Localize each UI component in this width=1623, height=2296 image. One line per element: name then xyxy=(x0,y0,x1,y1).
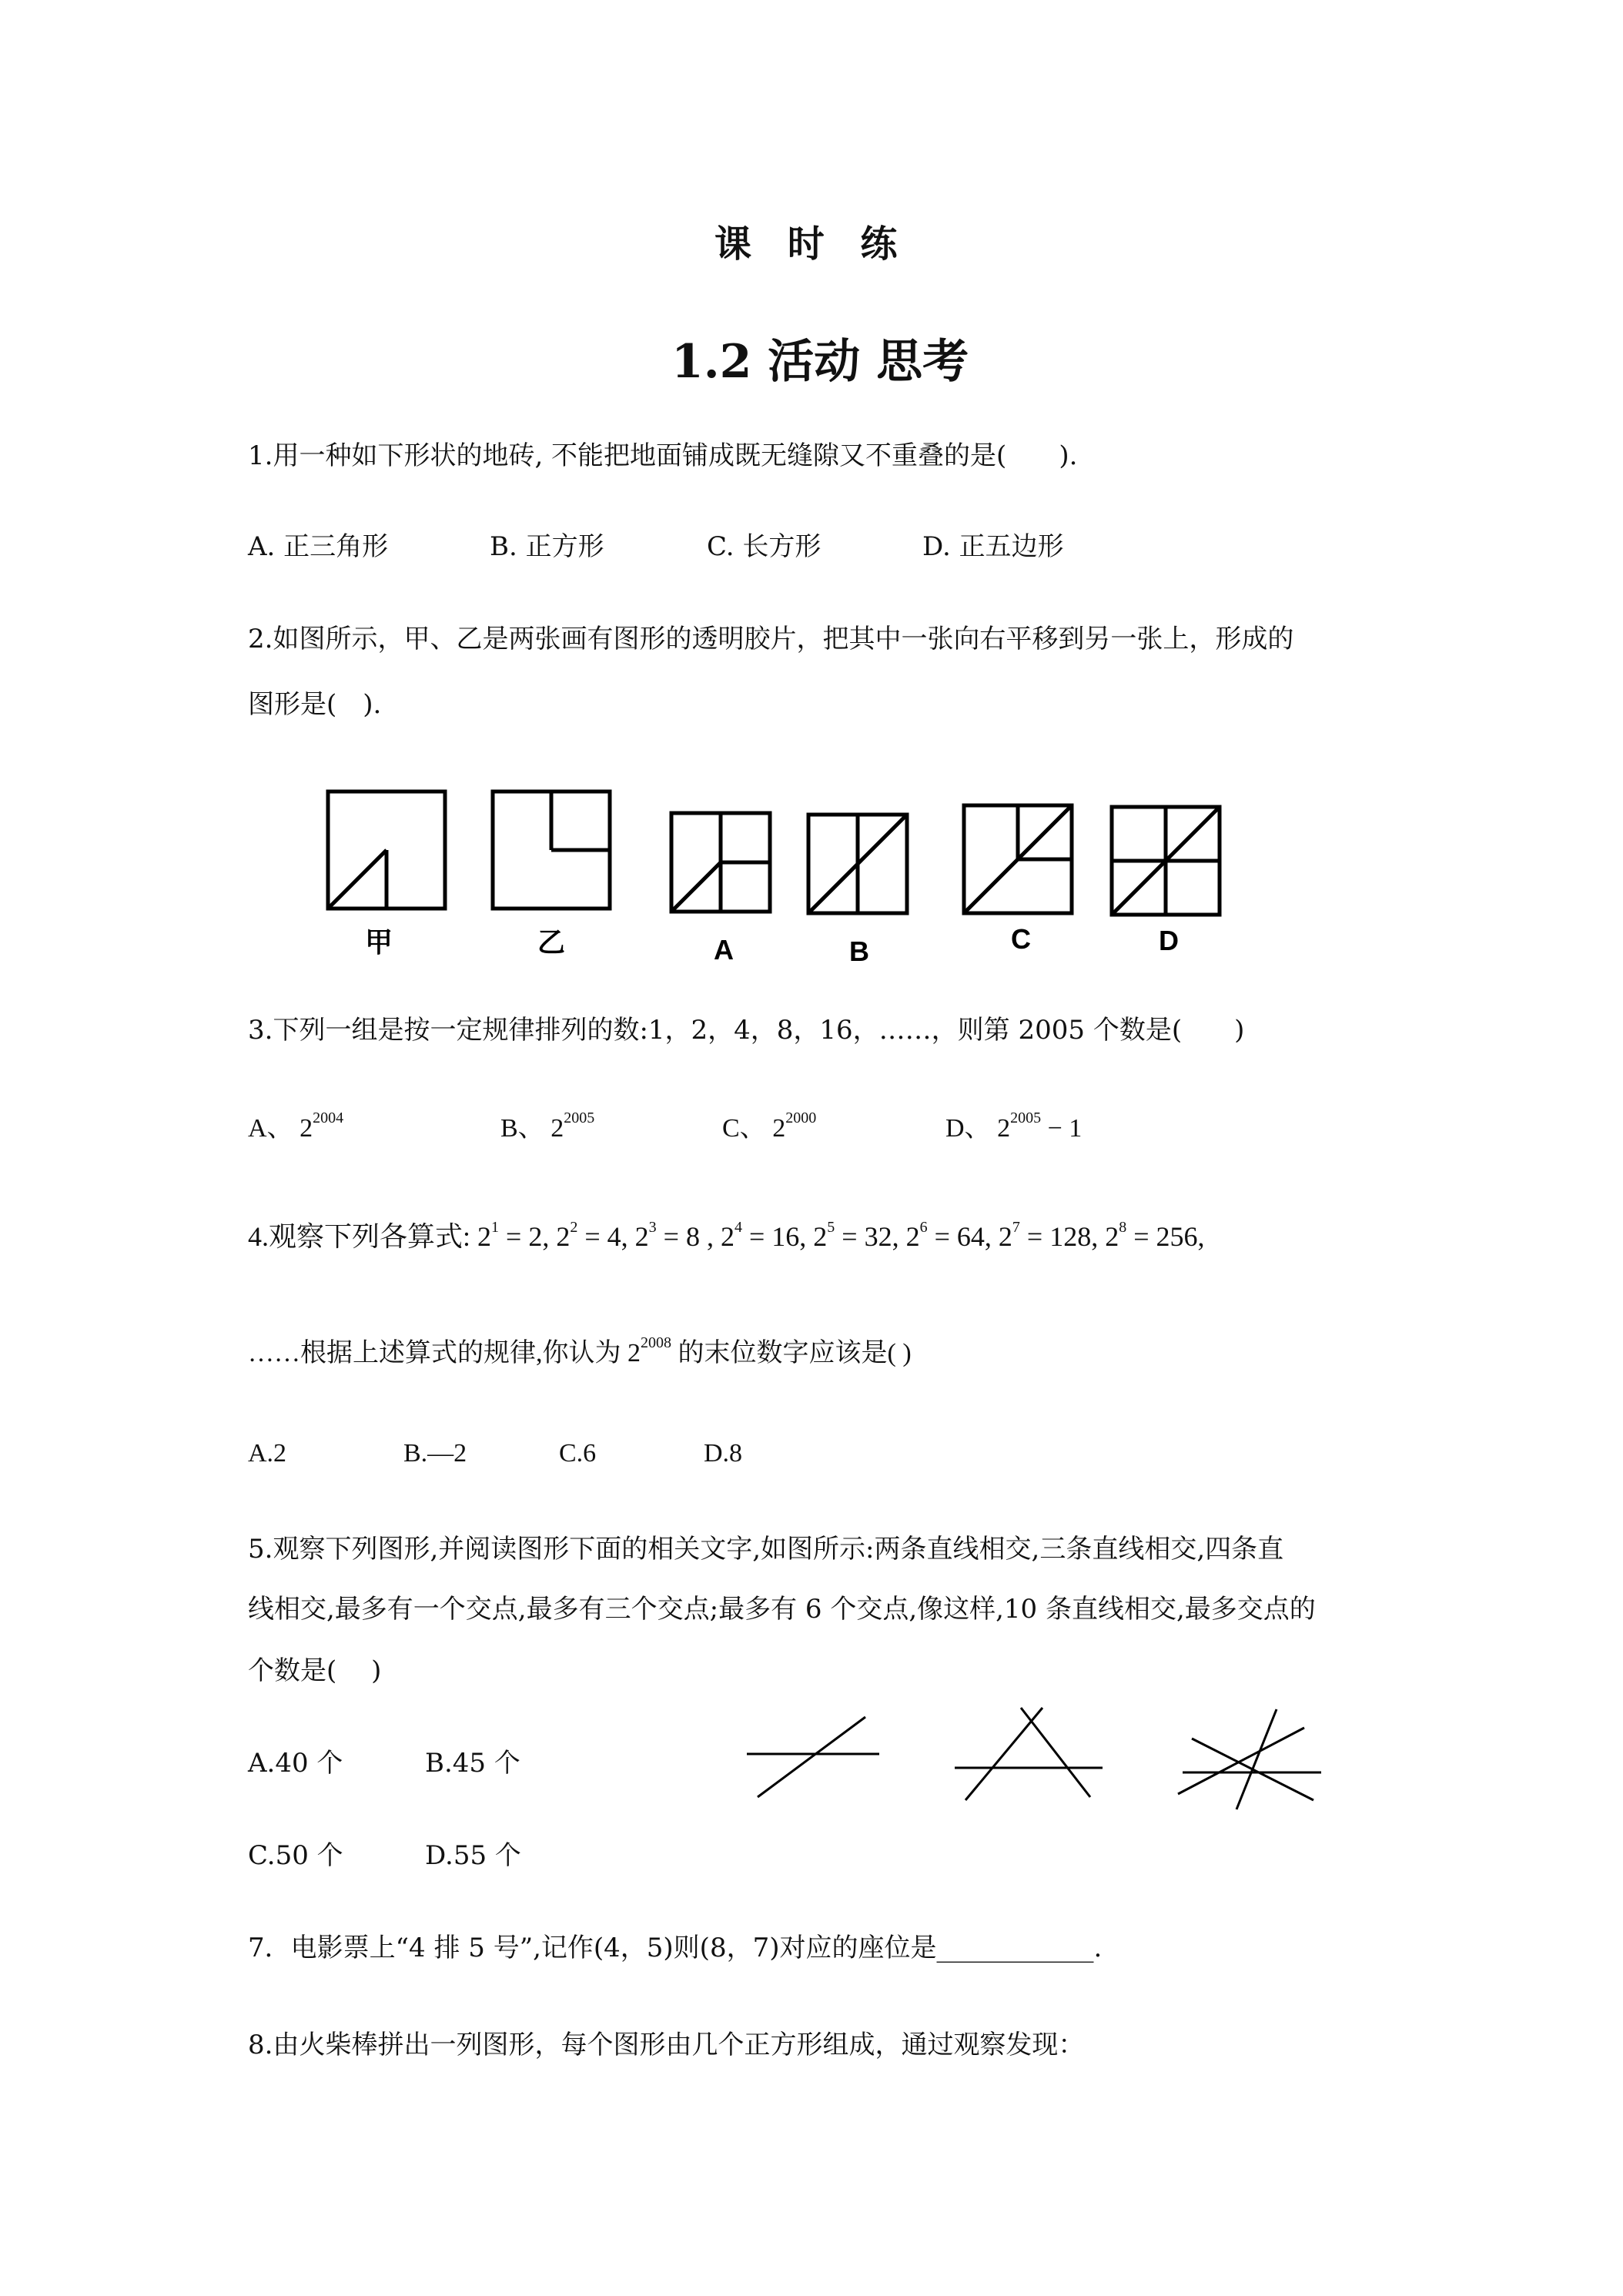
q1-option-c: C. 长方形 xyxy=(707,531,822,562)
q4-option-b: B.—2 xyxy=(403,1439,467,1468)
page-title: 课 时 练 xyxy=(714,223,898,266)
question-1: 1.用一种如下形状的地砖, 不能把地面铺成既无缝隙又不重叠的是( ). xyxy=(248,440,1078,471)
q4-option-d: D.8 xyxy=(704,1439,743,1468)
eq-1: $2^1 = 2$, xyxy=(477,1219,550,1252)
q3-option-d: D、 $2^{2005} - 1$ xyxy=(945,1110,1083,1143)
label-yi: 乙 xyxy=(537,926,566,958)
label-c: C xyxy=(1011,923,1031,955)
eq-7: $2^7 = 128$, xyxy=(998,1219,1099,1252)
question-2-line1: 2.如图所示，甲、乙是两张画有图形的透明胶片，把其中一张向右平移到另一张上，形成的 xyxy=(248,624,1294,654)
label-a: A xyxy=(714,934,734,966)
q3-option-a: A、 $2^{2004}$ xyxy=(248,1110,344,1143)
q3-option-b: B、 $2^{2005}$ xyxy=(500,1110,595,1143)
question-7: 7．电影票上“4 排 5 号”,记作(4，5)则(8，7)对应的座位是____________. xyxy=(248,1933,1103,1963)
question-4-line2: ……根据上述算式的规律,你认为 $2^{2008}$ 的末位数字应该是( ) xyxy=(248,1334,912,1367)
eq-4: $2^4 = 16$, xyxy=(720,1219,807,1252)
q4-option-c: C.6 xyxy=(559,1439,597,1468)
question-5-line3: 个数是( ) xyxy=(248,1655,382,1686)
q5-option-a: A.40 个 xyxy=(248,1748,343,1779)
eq-6: $2^6 = 64$, xyxy=(905,1219,992,1252)
q1-option-b: B. 正方形 xyxy=(490,531,604,562)
eq-8: $2^8 = 256$, xyxy=(1105,1219,1205,1252)
q1-option-a: A. 正三角形 xyxy=(248,531,389,562)
q5-option-b: B.45 个 xyxy=(425,1748,520,1779)
question-3: 3.下列一组是按一定规律排列的数:1，2，4，8，16，……，则第 2005 个数是( ) xyxy=(248,1015,1245,1046)
q3-option-c: C、 $2^{2000}$ xyxy=(722,1110,817,1143)
eq-5: $2^5 = 32$, xyxy=(813,1219,899,1252)
question-4-line1: 4.观察下列各算式: $2^1 = 2$, $2^2 = 4$, $2^3 = 8$ , $2^4 = 16$, $2^5 = 32$, $2^6 = 64$, $2^7 = 128$, $2^8 = 256$, xyxy=(248,1219,1205,1252)
label-jia: 甲 xyxy=(364,926,393,958)
eq-2: $2^2 = 4$, xyxy=(556,1219,628,1252)
q5-option-c: C.50 个 xyxy=(248,1840,343,1871)
eq-3: $2^3 = 8$ , xyxy=(634,1219,714,1252)
four-lines xyxy=(1178,1709,1321,1809)
two-lines xyxy=(747,1717,879,1797)
q5-option-d: D.55 个 xyxy=(425,1840,521,1871)
three-lines xyxy=(955,1708,1103,1800)
question-8: 8.由火柴棒拼出一列图形，每个图形由几个正方形组成，通过观察发现： xyxy=(248,2030,1085,2060)
q4-option-a: A.2 xyxy=(248,1439,287,1468)
q1-option-d: D. 正五边形 xyxy=(922,531,1064,562)
question-5-line1: 5.观察下列图形,并阅读图形下面的相关文字,如图所示:两条直线相交,三条直线相交,四条直 xyxy=(248,1534,1284,1565)
question-5-line2: 线相交,最多有一个交点,最多有三个交点;最多有 6 个交点,像这样,10 条直线相交,最多交点的 xyxy=(248,1594,1316,1625)
label-d: D xyxy=(1159,925,1179,956)
question-2-line2: 图形是( ). xyxy=(248,689,382,720)
section-title: 1.2 活动 思考 xyxy=(671,335,969,389)
label-b: B xyxy=(849,935,869,967)
